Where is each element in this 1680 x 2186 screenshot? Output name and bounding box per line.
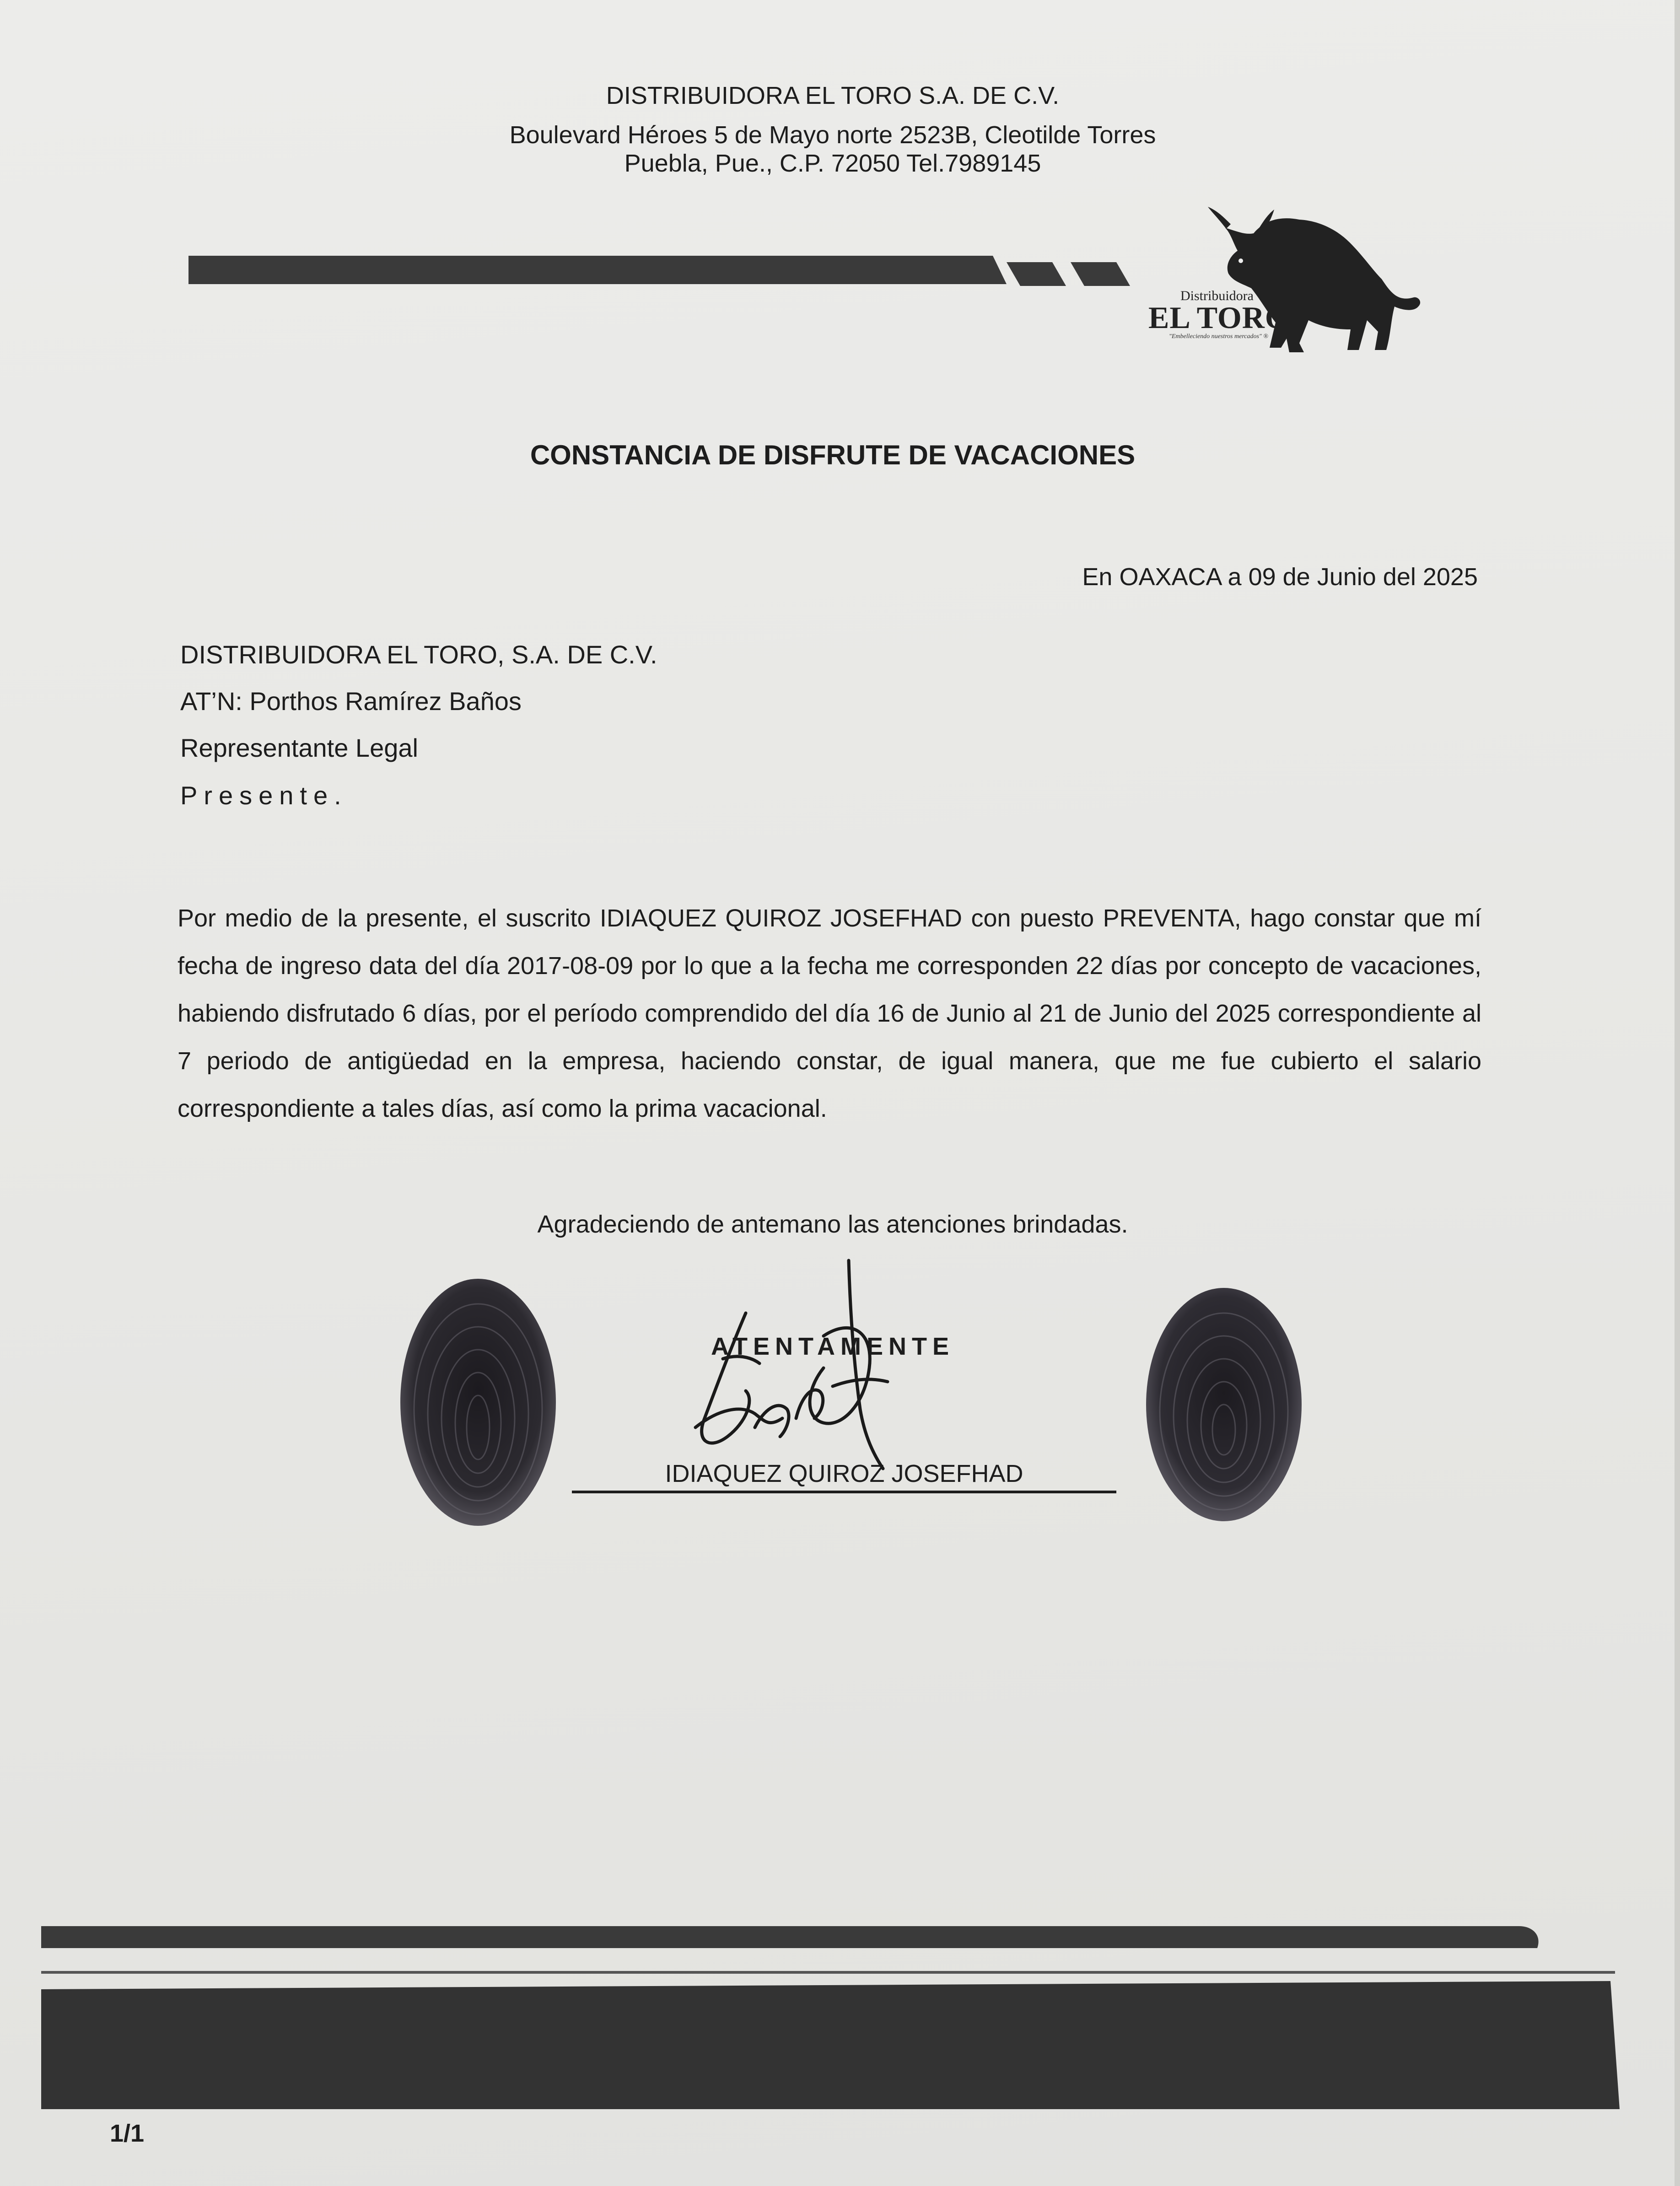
document-title: CONSTANCIA DE DISFRUTE DE VACACIONES (530, 440, 1136, 470)
page-number: 1/1 (110, 2120, 145, 2147)
body-paragraph: Por medio de la presente, el suscrito IDIAQUEZ QUIROZ JOSEFHAD con puesto PREVENTA, hago constar que mí fecha de ingreso data del día 2017-08-09 por lo que a la fecha me corresponden 22 días por concepto de vacaciones, habiendo disfrutado 6 días, por el período comprendido del día 16 de Junio al 21 de Junio del 2025 correspondiente al 7 periodo de antigüedad en la empresa, haciendo constar, de igual manera, que me fue cubierto el salario correspondiente a tales días, así como la prima vacacional. (178, 905, 1481, 1122)
company-address: Boulevard Héroes 5 de Mayo norte 2523B, Cleotilde Torres (509, 121, 1156, 149)
signature-line (572, 1491, 1116, 1493)
closing-line: Agradeciendo de antemano las atenciones brindadas. (537, 1211, 1128, 1238)
header-bar (183, 249, 1135, 291)
footer-bars (37, 1917, 1647, 2132)
company-city-phone: Puebla, Pue., C.P. 72050 Tel.7989145 (624, 150, 1041, 177)
addressee-attn: AT’N: Porthos Ramírez Baños (180, 687, 522, 716)
signer-name: IDIAQUEZ QUIROZ JOSEFHAD (665, 1460, 1023, 1487)
logo-tagline: "Embelleciendo nuestros mercados" ® (1169, 333, 1268, 340)
signature-heading: ATENTAMENTE (711, 1333, 954, 1360)
logo-small-text: Distribuidora (1180, 288, 1254, 303)
handwritten-signature (677, 1254, 933, 1482)
addressee-company: DISTRIBUIDORA EL TORO, S.A. DE C.V. (180, 640, 657, 669)
logo-main-text: EL TORO (1148, 300, 1290, 335)
addressee-presente: Presente. (180, 781, 348, 810)
fingerprint-right (1139, 1281, 1308, 1528)
addressee-role: Representante Legal (180, 733, 418, 762)
date-line: En OAXACA a 09 de Junio del 2025 (1082, 563, 1478, 591)
company-name: DISTRIBUIDORA EL TORO S.A. DE C.V. (606, 82, 1060, 109)
fingerprint-left (393, 1272, 563, 1533)
